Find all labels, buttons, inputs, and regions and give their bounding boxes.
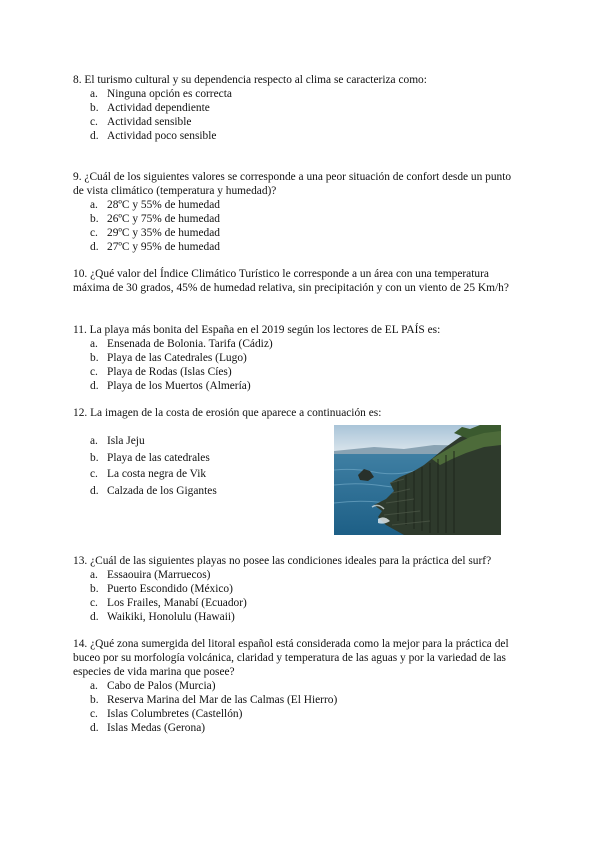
option-a: a. 28ºC y 55% de humedad: [90, 199, 220, 211]
option-b: b. 26ºC y 75% de humedad: [90, 213, 220, 225]
option-text: Actividad poco sensible: [107, 130, 217, 142]
option-text: Waikiki, Honolulu (Hawaii): [107, 611, 235, 623]
option-a: a. Isla Jeju: [90, 435, 145, 447]
option-d: d. Calzada de los Gigantes: [90, 484, 217, 497]
option-text: Isla Jeju: [107, 435, 145, 447]
option-a: a. Essaouira (Marruecos): [90, 569, 211, 581]
question-9: [73, 170, 518, 254]
option-c: c. 29ºC y 35% de humedad: [90, 227, 220, 239]
option-text: Playa de las catedrales: [107, 451, 210, 464]
option-list: [73, 679, 523, 735]
question-stem: 10. ¿Qué valor del Índice Climático Turístico le corresponde a un área con una temperatura máxima de 30 grados, 45% de humedad relativa, sin precipitación y con un viento de 25 Km/h?: [73, 268, 509, 294]
question-11: [73, 323, 518, 393]
option-a: a. Ensenada de Bolonia. Tarifa (Cádiz): [90, 338, 273, 350]
option-d: d. Actividad poco sensible: [90, 130, 217, 142]
option-b: b. Puerto Escondido (México): [90, 583, 233, 595]
question-8: [73, 73, 518, 143]
option-b: b. Actividad dependiente: [90, 102, 210, 114]
option-text: La costa negra de Vik: [107, 468, 207, 480]
option-text: 27ºC y 95% de humedad: [107, 241, 220, 253]
option-text: Calzada de los Gigantes: [107, 484, 217, 497]
option-text: Actividad dependiente: [107, 102, 210, 114]
option-list: [73, 568, 518, 624]
question-13: [73, 554, 518, 624]
option-b: b. Reserva Marina del Mar de las Calmas (El Hierro): [90, 694, 338, 706]
option-text: Playa de Rodas (Islas Cíes): [107, 366, 232, 378]
question-stem: 11. La playa más bonita del España en el 2019 según los lectores de EL PAÍS es:: [73, 324, 441, 336]
option-list: [73, 337, 518, 393]
option-d: d. 27ºC y 95% de humedad: [90, 241, 220, 253]
option-text: Essaouira (Marruecos): [107, 569, 211, 581]
question-stem: 8. El turismo cultural y su dependencia respecto al clima se caracteriza como:: [73, 74, 427, 86]
question-stem: 14. ¿Qué zona sumergida del litoral español está considerada como la mejor para la práctica del buceo por su morfología volcánica, claridad y temperatura de las aguas y por la variedad de las especies de vida marina que posee?: [73, 638, 509, 678]
option-text: Ninguna opción es correcta: [107, 88, 232, 100]
option-list: [73, 434, 313, 498]
option-a: a. Cabo de Palos (Murcia): [90, 680, 216, 692]
option-c: c. Islas Columbretes (Castellón): [90, 708, 243, 720]
option-b: b. Playa de las catedrales: [90, 451, 210, 464]
option-text: 28ºC y 55% de humedad: [107, 199, 220, 211]
option-list: [73, 198, 518, 254]
option-c: c. Playa de Rodas (Islas Cíes): [90, 366, 232, 378]
option-text: Islas Medas (Gerona): [107, 722, 206, 734]
option-a: a. Ninguna opción es correcta: [90, 88, 232, 100]
option-text: Actividad sensible: [107, 116, 192, 128]
option-d: d. Islas Medas (Gerona): [90, 722, 206, 734]
option-text: Puerto Escondido (México): [107, 583, 233, 595]
option-text: Ensenada de Bolonia. Tarifa (Cádiz): [107, 338, 273, 350]
option-text: 29ºC y 35% de humedad: [107, 227, 220, 239]
question-14: [73, 637, 523, 735]
question-10: [73, 267, 518, 295]
option-c: c. Actividad sensible: [90, 116, 192, 128]
option-text: Playa de las Catedrales (Lugo): [107, 352, 247, 364]
coast-photo-illustration: [334, 425, 501, 535]
question-stem: 13. ¿Cuál de las siguientes playas no posee las condiciones ideales para la práctica del surf?: [73, 555, 492, 567]
option-b: b. Playa de las Catedrales (Lugo): [90, 352, 247, 364]
question-stem: 12. La imagen de la costa de erosión que aparece a continuación es:: [73, 407, 382, 419]
option-text: Cabo de Palos (Murcia): [107, 680, 216, 692]
coast-photo: [334, 425, 501, 535]
option-d: d. Playa de los Muertos (Almería): [90, 380, 251, 392]
option-text: 26ºC y 75% de humedad: [107, 213, 220, 225]
option-list: [73, 87, 518, 143]
option-c: c. Los Frailes, Manabí (Ecuador): [90, 597, 247, 609]
option-text: Islas Columbretes (Castellón): [107, 708, 243, 720]
question-stem: 9. ¿Cuál de los siguientes valores se corresponde a una peor situación de confort desde un punto de vista climático (temperatura y humedad)?: [73, 171, 512, 197]
option-text: Reserva Marina del Mar de las Calmas (El Hierro): [107, 694, 338, 706]
option-c: c. La costa negra de Vik: [90, 468, 207, 480]
option-text: Playa de los Muertos (Almería): [107, 380, 251, 392]
option-d: d. Waikiki, Honolulu (Hawaii): [90, 611, 235, 623]
option-text: Los Frailes, Manabí (Ecuador): [107, 597, 247, 609]
